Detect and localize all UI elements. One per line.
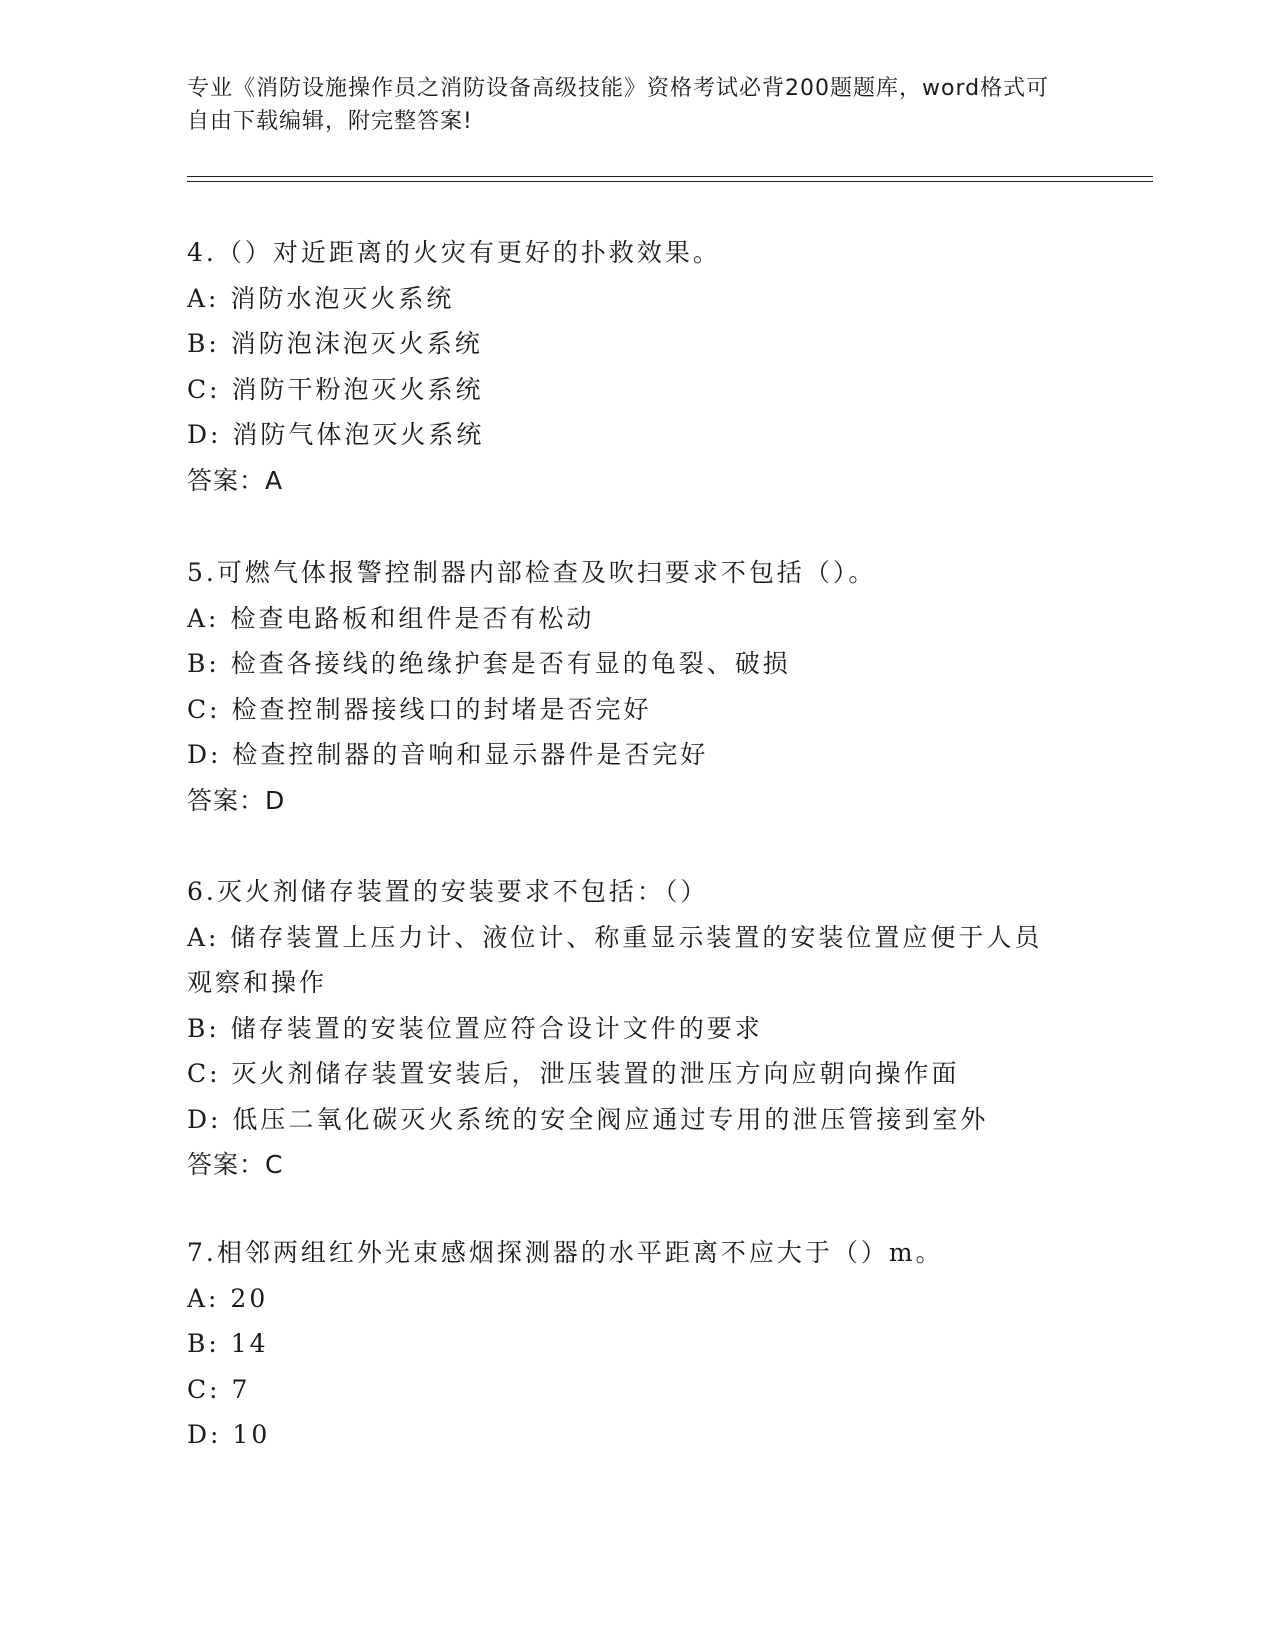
question-stem: 7.相邻两组红外光束感烟探测器的水平距离不应大于（）m。 xyxy=(187,1238,944,1267)
option-d: D: 检查控制器的音响和显示器件是否完好 xyxy=(187,740,709,769)
option-b: B: 储存装置的安装位置应符合设计文件的要求 xyxy=(187,1013,763,1043)
question-4 xyxy=(187,230,1067,503)
header-divider-top xyxy=(187,176,1153,177)
question-stem: 5.可燃气体报警控制器内部检查及吹扫要求不包括（）。 xyxy=(187,558,877,587)
question-stem: 4.（）对近距离的火灾有更好的扑救效果。 xyxy=(187,238,721,267)
option-c: C: 检查控制器接线口的封堵是否完好 xyxy=(187,694,652,724)
answer: 答案：C xyxy=(187,1150,284,1179)
option-b: B: 消防泡沫泡灭火系统 xyxy=(187,329,483,358)
option-b: B: 14 xyxy=(187,1329,269,1358)
answer: 答案：D xyxy=(187,785,286,815)
question-7 xyxy=(187,1230,1067,1458)
option-d: D: 低压二氧化碳灭火系统的安全阀应通过专用的泄压管接到室外 xyxy=(187,1104,989,1134)
option-c: C: 消防干粉泡灭火系统 xyxy=(187,374,484,404)
question-6 xyxy=(187,869,1067,1188)
option-a: A: 储存装置上压力计、液位计、称重显示装置的安装位置应便于人员观察和操作 xyxy=(187,922,1043,997)
answer: 答案：A xyxy=(187,465,284,495)
question-5 xyxy=(187,550,1067,823)
document-header: 专业《消防设施操作员之消防设备高级技能》资格考试必背200题题库，word格式可自由下载编辑，附完整答案! xyxy=(187,76,1050,134)
header-divider-bottom xyxy=(187,181,1153,182)
option-a: A: 消防水泡灭火系统 xyxy=(187,283,455,313)
option-a: A: 检查电路板和组件是否有松动 xyxy=(187,603,595,633)
option-d: D: 消防气体泡灭火系统 xyxy=(187,420,485,449)
option-b: B: 检查各接线的绝缘护套是否有显的龟裂、破损 xyxy=(187,649,791,678)
option-d: D: 10 xyxy=(187,1420,271,1449)
option-c: C: 7 xyxy=(187,1374,251,1404)
option-c: C: 灭火剂储存装置安装后，泄压装置的泄压方向应朝向操作面 xyxy=(187,1059,960,1088)
option-a: A: 20 xyxy=(187,1283,269,1313)
question-stem: 6.灭火剂储存装置的安装要求不包括：（） xyxy=(187,877,709,906)
